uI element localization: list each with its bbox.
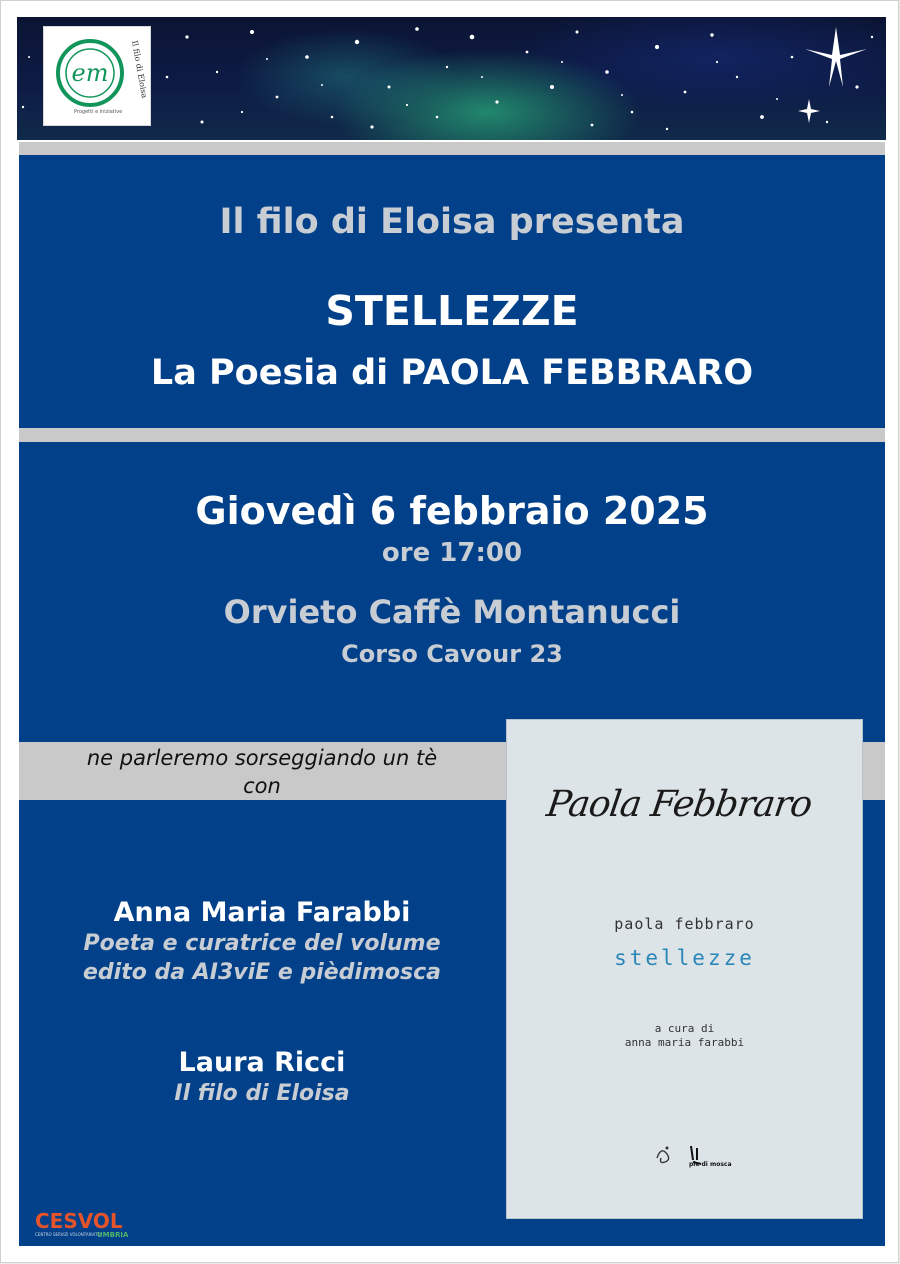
event-panel — [19, 442, 885, 742]
speaker-name: Anna Maria Farabbi — [113, 897, 411, 928]
event-venue: Orvieto Caffè Montanucci — [223, 593, 681, 631]
event-address: Corso Cavour 23 — [341, 640, 563, 668]
event-subtitle: La Poesia di PAOLA FEBBRARO — [150, 353, 754, 393]
sparkle-star-icon — [798, 27, 867, 123]
logo-emblem-icon — [44, 27, 150, 125]
speaker-name: Laura Ricci — [178, 1047, 346, 1078]
sponsor-region: UMBRIA — [97, 1231, 129, 1239]
book-title: stellezze — [614, 946, 755, 970]
starfield-banner — [17, 17, 886, 140]
grey-divider — [19, 142, 885, 155]
logo-ring-text: Il filo di Eloisa — [130, 39, 150, 99]
speaker-role: Il filo di Eloisa — [174, 1081, 350, 1106]
grey-divider — [19, 428, 885, 442]
event-title: STELLEZZE — [325, 287, 579, 335]
event-date: Giovedì 6 febbraio 2025 — [195, 489, 709, 533]
tea-text-line1: ne parleremo sorseggiando un tè — [86, 746, 438, 770]
sponsor-caption: CENTRO SERVIZI VOLONTARIATO — [35, 1232, 101, 1237]
sponsor-name: CESVOL — [35, 1209, 123, 1233]
speaker-role: edito da AI3viE e pièdimosca — [83, 960, 441, 985]
event-time: ore 17:00 — [381, 538, 523, 568]
presenter-line: Il filo di Eloisa presenta — [219, 202, 685, 242]
association-logo — [43, 26, 151, 126]
logo-tagline: Progetti e iniziative — [74, 109, 123, 115]
publisher-logo-icon — [653, 1140, 732, 1170]
book-author: paola febbraro — [614, 915, 755, 933]
logo-letters: em — [71, 59, 109, 87]
book-curated-label: a cura di — [654, 1022, 715, 1035]
book-cover — [506, 719, 863, 1219]
publisher-mark: pie di mosca — [689, 1161, 732, 1168]
author-signature: Paola Febbraro — [544, 784, 815, 825]
tea-text-line2: con — [243, 774, 281, 798]
sponsor-logo — [35, 1209, 155, 1249]
speaker-role: Poeta e curatrice del volume — [83, 931, 441, 956]
book-curator: anna maria farabbi — [624, 1036, 745, 1049]
